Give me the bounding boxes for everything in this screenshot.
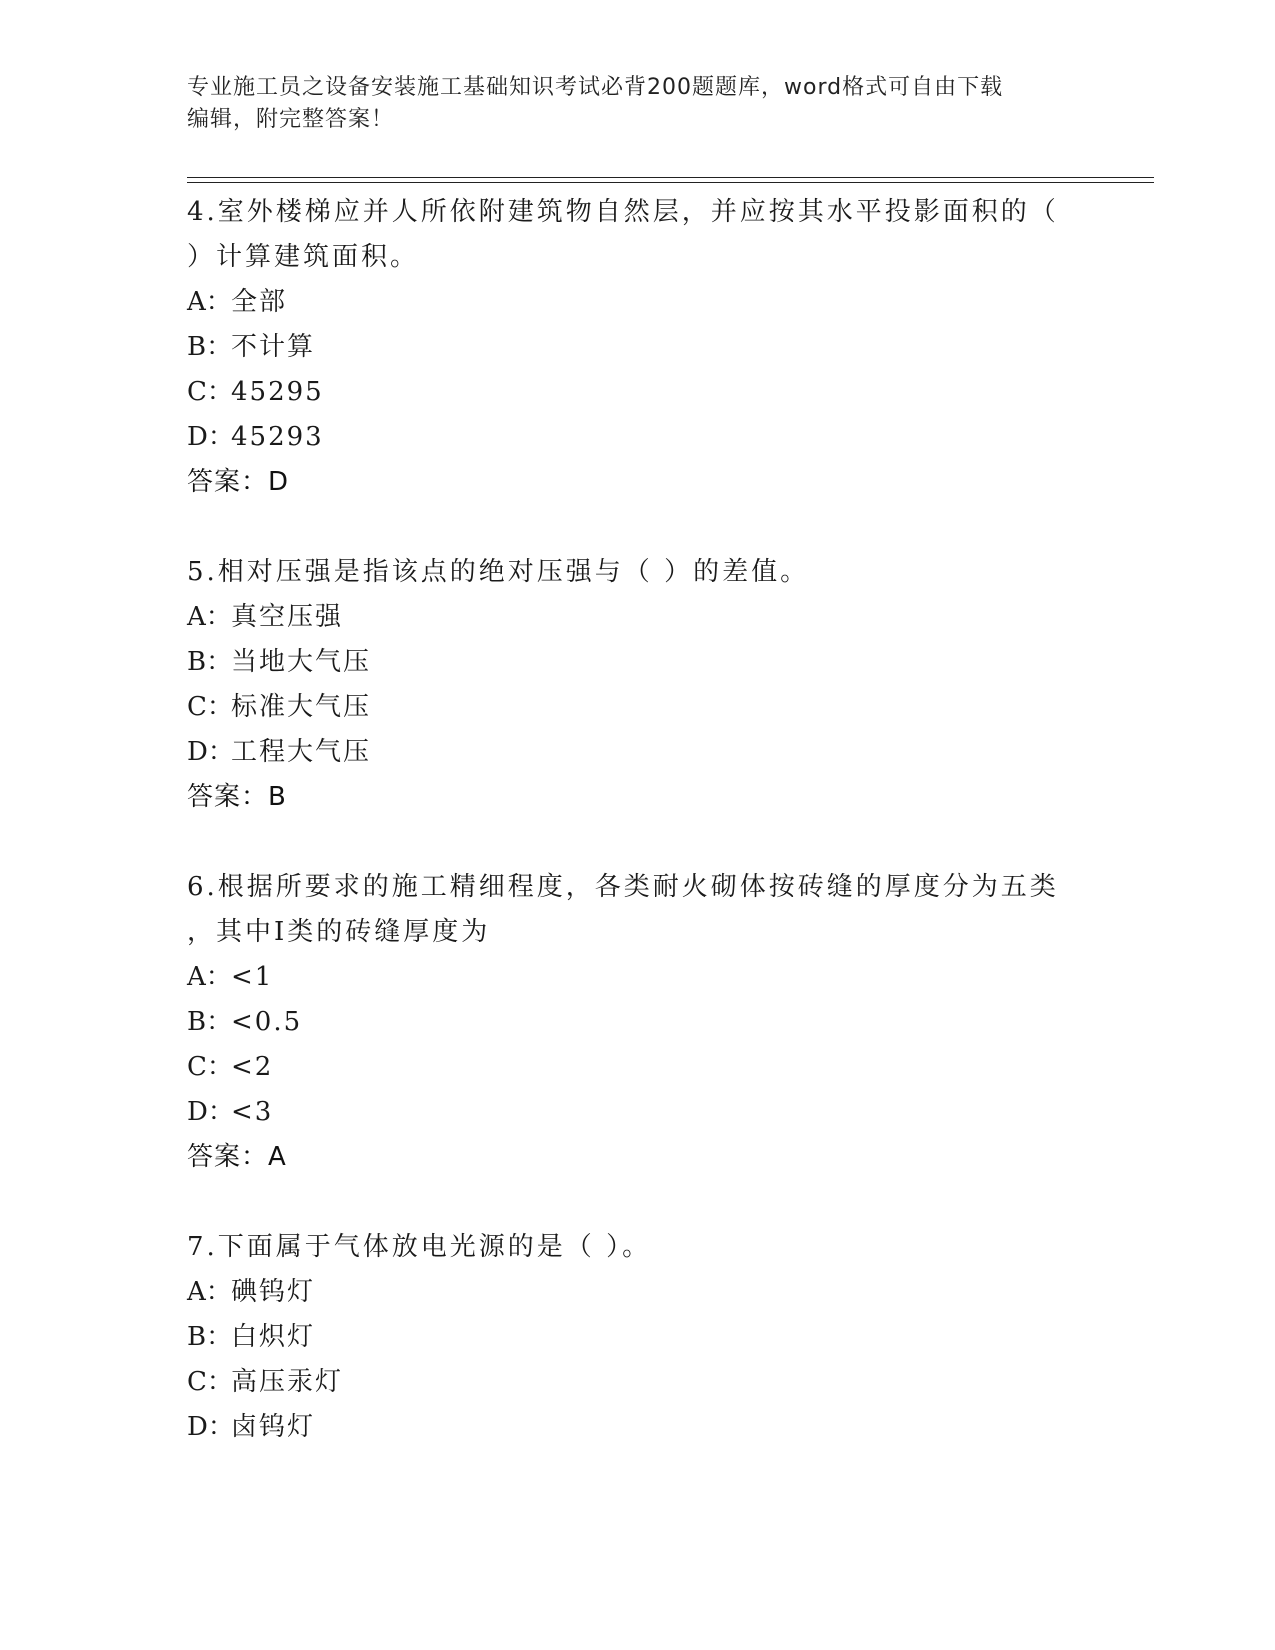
option-key: D： (187, 1412, 234, 1442)
option-a (187, 955, 1087, 1000)
option-c (187, 685, 1087, 730)
option-a (187, 280, 1087, 325)
header-line-2: 编辑，附完整答案！ (187, 107, 395, 132)
option-b (187, 640, 1087, 685)
question-stem-line-2: ）计算建筑面积。 (187, 242, 420, 272)
option-key: D： (187, 1097, 234, 1127)
document-header (187, 72, 1087, 136)
option-text: 真空压强 (231, 602, 344, 632)
option-c (187, 1045, 1087, 1090)
header-line-1: 专业施工员之设备安装施工基础知识考试必背200题题库，word格式可自由下载 (187, 75, 1004, 100)
question-stem-line-1: 4.室外楼梯应并人所依附建筑物自然层，并应按其水平投影面积的（ (187, 197, 1059, 227)
answer: 答案：B (187, 782, 287, 812)
question-stem-line-1: 6.根据所要求的施工精细程度，各类耐火砌体按砖缝的厚度分为五类 (187, 872, 1059, 902)
option-key: A： (187, 962, 232, 992)
option-key: A： (187, 602, 232, 632)
question-stem-line-1: 7.下面属于气体放电光源的是（ ）。 (187, 1232, 652, 1262)
question-7 (187, 1225, 1087, 1450)
question-stem-line-1: 5.相对压强是指该点的绝对压强与（ ）的差值。 (187, 557, 810, 587)
option-text: 当地大气压 (231, 647, 372, 677)
option-c (187, 370, 1087, 415)
option-text: 碘钨灯 (231, 1277, 316, 1307)
option-b (187, 325, 1087, 370)
option-d (187, 730, 1087, 775)
option-a (187, 1270, 1087, 1315)
question-list (187, 190, 1087, 1495)
option-text: <0.5 (231, 1007, 303, 1037)
option-key: C： (187, 377, 233, 407)
option-b (187, 1000, 1087, 1045)
option-d (187, 1405, 1087, 1450)
question-6 (187, 865, 1087, 1180)
option-key: C： (187, 1367, 233, 1397)
answer: 答案：A (187, 1142, 287, 1172)
option-text: 不计算 (231, 332, 316, 362)
option-a (187, 595, 1087, 640)
option-text: <2 (231, 1052, 274, 1082)
option-key: A： (187, 287, 232, 317)
option-d (187, 1090, 1087, 1135)
option-key: C： (187, 1052, 233, 1082)
option-key: B： (187, 1322, 233, 1352)
option-text: 高压汞灯 (231, 1367, 344, 1397)
option-key: D： (187, 422, 234, 452)
option-key: C： (187, 692, 233, 722)
header-divider-top (187, 177, 1154, 178)
option-text: <1 (231, 962, 274, 992)
option-c (187, 1360, 1087, 1405)
option-text: 白炽灯 (231, 1322, 316, 1352)
option-text: 标准大气压 (231, 692, 372, 722)
option-text: 工程大气压 (231, 737, 372, 767)
option-key: D： (187, 737, 234, 767)
option-text: 卤钨灯 (231, 1412, 316, 1442)
option-text: <3 (231, 1097, 274, 1127)
question-5 (187, 550, 1087, 820)
answer: 答案：D (187, 467, 290, 497)
option-text: 45295 (231, 377, 324, 407)
question-4 (187, 190, 1087, 505)
option-key: B： (187, 332, 233, 362)
option-text: 45293 (231, 422, 324, 452)
option-key: A： (187, 1277, 232, 1307)
option-text: 全部 (231, 287, 288, 317)
option-key: B： (187, 647, 233, 677)
option-d (187, 415, 1087, 460)
option-key: B： (187, 1007, 233, 1037)
question-stem-line-2: ，其中Ⅰ类的砖缝厚度为 (187, 917, 491, 947)
option-b (187, 1315, 1087, 1360)
header-divider-bottom (187, 182, 1154, 183)
